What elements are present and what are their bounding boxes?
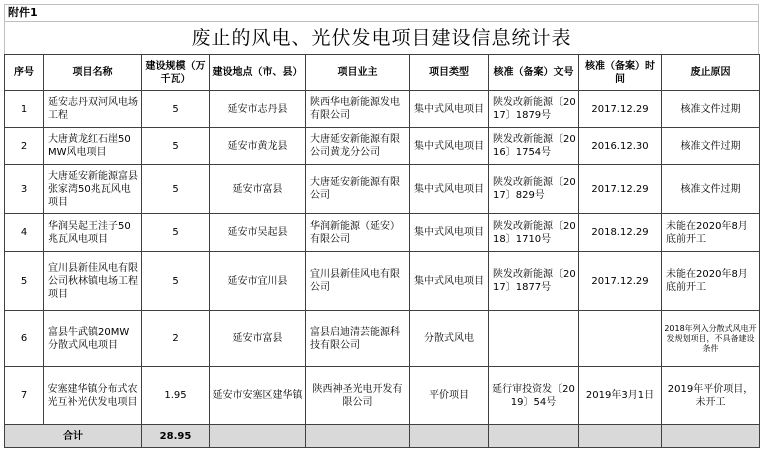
header-type: 项目类型	[410, 55, 489, 91]
cell-name: 华润吴起王洼子50兆瓦风电项目	[44, 214, 142, 252]
cell-approval-no: 陕发改新能源〔2017〕1877号	[489, 252, 579, 311]
project-table	[4, 54, 760, 448]
cell-type: 集中式风电项目	[410, 128, 489, 165]
table-row	[5, 91, 760, 128]
cell-index: 2	[5, 128, 44, 165]
cell-scale: 5	[142, 252, 210, 311]
table-header-row	[5, 55, 760, 91]
cell-scale: 2	[142, 311, 210, 367]
cell-index: 3	[5, 165, 44, 214]
header-location: 建设地点（市、县）	[210, 55, 306, 91]
cell-location: 延安市志丹县	[210, 91, 306, 128]
cell-name: 富县牛武镇20MW分散式风电项目	[44, 311, 142, 367]
cell-location: 延安市安塞区建华镇	[210, 367, 306, 425]
cell-approval-no: 延行审投资发〔2019〕54号	[489, 367, 579, 425]
cell-approval-date: 2018.12.29	[579, 214, 662, 252]
cell-index: 6	[5, 311, 44, 367]
cell-approval-no: 陕发改新能源〔2018〕1710号	[489, 214, 579, 252]
page-title: 废止的风电、光伏发电项目建设信息统计表	[4, 22, 759, 54]
cell-location: 延安市富县	[210, 165, 306, 214]
cell-scale: 5	[142, 165, 210, 214]
header-scale: 建设规模（万千瓦）	[142, 55, 210, 91]
cell-scale: 1.95	[142, 367, 210, 425]
cell-type: 分散式风电	[410, 311, 489, 367]
cell-reason: 核准文件过期	[662, 128, 760, 165]
empty-cell	[410, 425, 489, 448]
cell-scale: 5	[142, 91, 210, 128]
table-row	[5, 252, 760, 311]
cell-type: 平价项目	[410, 367, 489, 425]
empty-cell	[210, 425, 306, 448]
empty-cell	[579, 425, 662, 448]
cell-owner: 大唐延安新能源有限公司	[306, 165, 410, 214]
cell-index: 5	[5, 252, 44, 311]
cell-location: 延安市黄龙县	[210, 128, 306, 165]
cell-approval-date: 2017.12.29	[579, 252, 662, 311]
attachment-label: 附件1	[4, 4, 759, 22]
header-owner: 项目业主	[306, 55, 410, 91]
table-row	[5, 367, 760, 425]
header-approval-date: 核准（备案）时间	[579, 55, 662, 91]
cell-scale: 5	[142, 214, 210, 252]
cell-reason: 2019年平价项目，未开工	[662, 367, 760, 425]
table-row	[5, 311, 760, 367]
empty-cell	[489, 425, 579, 448]
cell-location: 延安市富县	[210, 311, 306, 367]
total-scale: 28.95	[142, 425, 210, 448]
cell-approval-date: 2016.12.30	[579, 128, 662, 165]
cell-owner: 富县启迪清芸能源科技有限公司	[306, 311, 410, 367]
cell-name: 大唐黄龙红石崖50MW风电项目	[44, 128, 142, 165]
cell-owner: 陕西华电新能源发电有限公司	[306, 91, 410, 128]
cell-type: 集中式风电项目	[410, 91, 489, 128]
cell-reason: 未能在2020年8月底前开工	[662, 214, 760, 252]
empty-cell	[662, 425, 760, 448]
table-row	[5, 214, 760, 252]
cell-owner: 华润新能源（延安）有限公司	[306, 214, 410, 252]
cell-approval-no: 陕发改新能源〔2017〕1879号	[489, 91, 579, 128]
cell-approval-date	[579, 311, 662, 367]
table-row	[5, 165, 760, 214]
cell-type: 集中式风电项目	[410, 252, 489, 311]
cell-name: 大唐延安新能源富县张家湾50兆瓦风电项目	[44, 165, 142, 214]
cell-reason: 核准文件过期	[662, 91, 760, 128]
total-row	[5, 425, 760, 448]
cell-name: 延安志丹双河风电场工程	[44, 91, 142, 128]
header-index: 序号	[5, 55, 44, 91]
cell-name: 安塞建华镇分布式农光互补光伏发电项目	[44, 367, 142, 425]
header-reason: 废止原因	[662, 55, 760, 91]
total-label: 合计	[5, 425, 142, 448]
cell-reason: 未能在2020年8月底前开工	[662, 252, 760, 311]
header-name: 项目名称	[44, 55, 142, 91]
header-approval-no: 核准（备案）文号	[489, 55, 579, 91]
cell-approval-no: 陕发改新能源〔2017〕829号	[489, 165, 579, 214]
cell-owner: 大唐延安新能源有限公司黄龙分公司	[306, 128, 410, 165]
cell-type: 集中式风电项目	[410, 214, 489, 252]
cell-approval-date: 2019年3月1日	[579, 367, 662, 425]
cell-type: 集中式风电项目	[410, 165, 489, 214]
cell-location: 延安市吴起县	[210, 214, 306, 252]
cell-reason: 核准文件过期	[662, 165, 760, 214]
cell-approval-date: 2017.12.29	[579, 165, 662, 214]
cell-index: 7	[5, 367, 44, 425]
cell-approval-no	[489, 311, 579, 367]
cell-name: 宜川县新佳风电有限公司秋林镇电场工程项目	[44, 252, 142, 311]
cell-reason: 2018年列入分散式风电开发规划项目，不具备建设条件	[662, 311, 760, 367]
table-row	[5, 128, 760, 165]
cell-location: 延安市宜川县	[210, 252, 306, 311]
cell-owner: 宜川县新佳风电有限公司	[306, 252, 410, 311]
cell-index: 4	[5, 214, 44, 252]
cell-approval-no: 陕发改新能源〔2016〕1754号	[489, 128, 579, 165]
cell-index: 1	[5, 91, 44, 128]
cell-approval-date: 2017.12.29	[579, 91, 662, 128]
cell-scale: 5	[142, 128, 210, 165]
cell-owner: 陕西神圣光电开发有限公司	[306, 367, 410, 425]
empty-cell	[306, 425, 410, 448]
